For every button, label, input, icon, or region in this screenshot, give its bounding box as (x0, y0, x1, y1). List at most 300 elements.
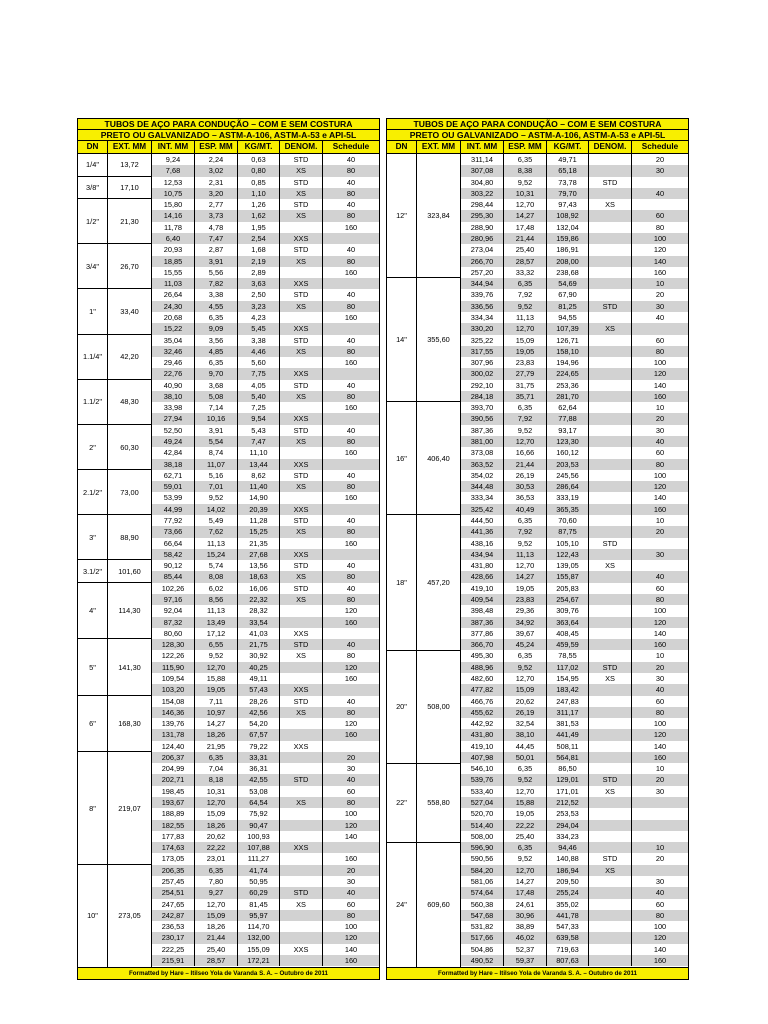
ext-column (417, 154, 461, 967)
int-mm-cell: 206,35 (152, 865, 195, 876)
int-mm-cell: 10,75 (152, 188, 195, 199)
kg-mt-cell: 2,89 (238, 267, 280, 278)
esp-mm-cell: 6,55 (195, 639, 238, 650)
kg-mt-cell: 253,53 (547, 808, 589, 819)
int-mm-cell: 188,89 (152, 808, 195, 819)
esp-mm-cell: 7,47 (195, 233, 238, 244)
kg-mt-cell: 16,06 (238, 583, 280, 594)
esp-mm-cell: 9,09 (195, 323, 238, 334)
esp-mm-cell: 25,40 (504, 244, 547, 255)
table-row (461, 741, 688, 752)
table-row (461, 865, 688, 876)
int-mm-cell: 77,92 (152, 515, 195, 526)
table-row (461, 639, 688, 650)
schedule-cell (632, 865, 688, 876)
int-mm-cell: 266,70 (461, 256, 504, 267)
denom-cell: XS (280, 571, 323, 582)
esp-mm-cell: 3,91 (195, 425, 238, 436)
ext-mm-cell: 42,20 (108, 335, 151, 380)
schedule-cell: 140 (344, 944, 358, 954)
esp-mm-cell: 5,56 (195, 267, 238, 278)
esp-mm-cell: 35,71 (504, 391, 547, 402)
schedule-cell: 80 (346, 798, 356, 808)
int-mm-cell: 303,22 (461, 188, 504, 199)
int-mm-cell: 520,70 (461, 808, 504, 819)
schedule-cell: 140 (653, 493, 667, 503)
header-kg: KG/MT. (238, 141, 280, 153)
int-mm-cell: 40,90 (152, 380, 195, 391)
kg-mt-cell: 90,47 (238, 820, 280, 831)
esp-mm-cell: 12,70 (504, 436, 547, 447)
esp-mm-cell: 21,95 (195, 741, 238, 752)
esp-mm-cell: 10,16 (195, 413, 238, 424)
int-mm-cell: 431,80 (461, 560, 504, 571)
esp-mm-cell: 20,62 (195, 831, 238, 842)
esp-mm-cell: 3,91 (195, 256, 238, 267)
denom-cell (589, 797, 632, 808)
ext-mm-cell: 60,30 (108, 425, 151, 470)
table-row (461, 932, 688, 943)
schedule-cell: 80 (346, 910, 356, 920)
esp-mm-cell: 16,66 (504, 447, 547, 458)
esp-mm-cell: 9,52 (504, 662, 547, 673)
schedule-cell: 120 (344, 933, 358, 943)
table-row (152, 413, 379, 424)
table-row (461, 696, 688, 707)
table-row (461, 391, 688, 402)
int-mm-cell: 409,54 (461, 594, 504, 605)
schedule-cell (323, 842, 379, 853)
dn-cell: 1.1/2" (78, 380, 107, 425)
schedule-cell: 60 (655, 448, 665, 458)
table-row (461, 323, 688, 334)
esp-mm-cell: 9,70 (195, 368, 238, 379)
table-row (152, 425, 379, 436)
ext-mm-cell: 558,80 (417, 764, 460, 843)
schedule-cell: 100 (653, 358, 667, 368)
schedule-cell: 100 (653, 233, 667, 243)
int-mm-cell: 517,66 (461, 932, 504, 943)
table-row (461, 425, 688, 436)
int-mm-cell: 26,64 (152, 289, 195, 300)
kg-mt-cell: 111,27 (238, 853, 280, 864)
dn-cell: 1.1/4" (78, 335, 107, 380)
kg-mt-cell: 564,81 (547, 752, 589, 763)
kg-mt-cell: 281,70 (547, 391, 589, 402)
int-mm-cell: 11,03 (152, 278, 195, 289)
kg-mt-cell: 54,20 (238, 718, 280, 729)
kg-mt-cell: 208,00 (547, 256, 589, 267)
denom-cell (280, 932, 323, 943)
int-mm-cell: 354,02 (461, 470, 504, 481)
schedule-cell: 120 (653, 482, 667, 492)
ext-column (108, 154, 152, 967)
denom-cell (280, 447, 323, 458)
denom-cell (589, 447, 632, 458)
schedule-cell: 160 (653, 640, 667, 650)
schedule-cell (632, 538, 688, 549)
schedule-cell (323, 278, 379, 289)
header-dn: DN (387, 141, 417, 153)
table-row (152, 244, 379, 255)
int-mm-cell: 24,30 (152, 301, 195, 312)
table-row (152, 718, 379, 729)
esp-mm-cell: 10,31 (195, 786, 238, 797)
denom-cell: XXS (280, 549, 323, 560)
int-mm-cell: 6,40 (152, 233, 195, 244)
denom-cell (280, 729, 323, 740)
esp-mm-cell: 22,22 (195, 842, 238, 853)
int-mm-cell: 44,99 (152, 504, 195, 515)
table-row (152, 932, 379, 943)
int-mm-cell: 20,68 (152, 312, 195, 323)
kg-mt-cell: 42,56 (238, 707, 280, 718)
esp-mm-cell: 3,56 (195, 335, 238, 346)
denom-cell (280, 763, 323, 774)
table-row (461, 368, 688, 379)
denom-cell: XS (280, 650, 323, 661)
denom-cell (589, 752, 632, 763)
denom-cell: XS (280, 188, 323, 199)
esp-mm-cell: 33,32 (504, 267, 547, 278)
table-row (152, 470, 379, 481)
esp-mm-cell: 8,38 (504, 165, 547, 176)
denom-cell (589, 887, 632, 898)
denom-cell: STD (280, 470, 323, 481)
int-mm-cell: 547,68 (461, 910, 504, 921)
int-mm-cell: 92,04 (152, 605, 195, 616)
schedule-cell: 20 (655, 414, 665, 424)
kg-mt-cell: 5,45 (238, 323, 280, 334)
int-mm-cell: 204,99 (152, 763, 195, 774)
esp-mm-cell: 4,78 (195, 222, 238, 233)
denom-cell (589, 470, 632, 481)
table-row (152, 808, 379, 819)
int-mm-cell: 344,48 (461, 481, 504, 492)
denom-cell (589, 831, 632, 842)
table-row (152, 752, 379, 763)
table-row (461, 729, 688, 740)
int-mm-cell: 206,37 (152, 752, 195, 763)
esp-mm-cell: 11,07 (195, 459, 238, 470)
table-row (152, 876, 379, 887)
int-mm-cell: 455,62 (461, 707, 504, 718)
schedule-cell (323, 628, 379, 639)
kg-mt-cell: 49,71 (547, 154, 589, 165)
denom-cell (280, 605, 323, 616)
esp-mm-cell: 9,52 (195, 650, 238, 661)
kg-mt-cell: 20,39 (238, 504, 280, 515)
int-mm-cell: 339,76 (461, 289, 504, 300)
int-mm-cell: 466,76 (461, 696, 504, 707)
table-row (461, 492, 688, 503)
kg-mt-cell: 5,60 (238, 357, 280, 368)
kg-mt-cell: 365,35 (547, 504, 589, 515)
schedule-cell: 60 (346, 899, 356, 909)
table-row (152, 233, 379, 244)
int-mm-cell: 128,30 (152, 639, 195, 650)
kg-mt-cell: 2,50 (238, 289, 280, 300)
esp-mm-cell: 40,49 (504, 504, 547, 515)
dn-cell: 20" (387, 651, 416, 764)
ext-mm-cell: 273,05 (118, 911, 141, 921)
esp-mm-cell: 5,08 (195, 391, 238, 402)
esp-mm-cell: 19,05 (195, 684, 238, 695)
table-row (461, 301, 688, 312)
denom-cell (280, 865, 323, 876)
esp-mm-cell: 30,96 (504, 910, 547, 921)
dn-cell: 8" (78, 752, 107, 865)
esp-mm-cell: 52,37 (504, 944, 547, 955)
dn-cell: 12" (387, 154, 416, 278)
kg-mt-cell: 155,87 (547, 571, 589, 582)
int-mm-cell: 14,16 (152, 210, 195, 221)
int-mm-cell: 53,99 (152, 492, 195, 503)
esp-mm-cell: 23,83 (504, 357, 547, 368)
schedule-cell: 120 (653, 245, 667, 255)
denom-cell: STD (280, 774, 323, 785)
denom-cell (280, 538, 323, 549)
table-row (152, 323, 379, 334)
denom-cell: XS (589, 199, 632, 210)
schedule-cell: 40 (655, 437, 665, 447)
esp-mm-cell: 38,89 (504, 921, 547, 932)
int-mm-cell: 317,55 (461, 346, 504, 357)
int-mm-cell: 381,00 (461, 436, 504, 447)
kg-mt-cell: 53,08 (238, 786, 280, 797)
denom-cell (589, 741, 632, 752)
table-row (461, 910, 688, 921)
schedule-cell: 30 (655, 301, 665, 311)
table-row (152, 391, 379, 402)
schedule-cell: 20 (655, 155, 665, 164)
denom-cell: XXS (280, 504, 323, 515)
schedule-cell: 160 (653, 267, 667, 277)
dn-cell: 2" (78, 425, 107, 470)
esp-mm-cell: 23,01 (195, 853, 238, 864)
ext-mm-cell: 457,20 (417, 515, 460, 650)
int-mm-cell: 42,84 (152, 447, 195, 458)
esp-mm-cell: 6,35 (195, 865, 238, 876)
int-mm-cell: 295,30 (461, 210, 504, 221)
denom-cell: XS (280, 346, 323, 357)
schedule-cell: 120 (653, 730, 667, 740)
table-row (152, 538, 379, 549)
schedule-cell: 80 (346, 211, 356, 221)
schedule-cell: 40 (346, 583, 356, 593)
table-body (387, 154, 688, 967)
table-row (461, 673, 688, 684)
kg-mt-cell: 21,35 (238, 538, 280, 549)
kg-mt-cell: 67,57 (238, 729, 280, 740)
int-mm-cell: 49,24 (152, 436, 195, 447)
denom-cell (589, 481, 632, 492)
table-row (152, 492, 379, 503)
esp-mm-cell: 15,88 (195, 673, 238, 684)
denom-cell: XS (589, 560, 632, 571)
int-mm-cell: 124,40 (152, 741, 195, 752)
denom-cell: STD (589, 177, 632, 188)
kg-mt-cell: 245,56 (547, 470, 589, 481)
dn-column (387, 154, 417, 967)
kg-mt-cell: 547,33 (547, 921, 589, 932)
kg-mt-cell: 94,55 (547, 312, 589, 323)
denom-cell: STD (280, 289, 323, 300)
kg-mt-cell: 54,69 (547, 278, 589, 289)
table-row (461, 526, 688, 537)
table-footer: Formatted by Hare – Itilseo Yola de Varanda S. A. – Outubro de 2011 (78, 967, 379, 979)
kg-mt-cell: 7,47 (238, 436, 280, 447)
schedule-cell: 140 (653, 380, 667, 390)
int-mm-cell: 387,36 (461, 425, 504, 436)
int-mm-cell: 419,10 (461, 741, 504, 752)
int-mm-cell: 182,55 (152, 820, 195, 831)
kg-mt-cell: 209,50 (547, 876, 589, 887)
table-row (152, 605, 379, 616)
table-row (152, 853, 379, 864)
kg-mt-cell: 4,23 (238, 312, 280, 323)
denom-cell (589, 289, 632, 300)
schedule-cell: 60 (655, 899, 665, 909)
kg-mt-cell: 159,86 (547, 233, 589, 244)
table-row (461, 278, 688, 289)
int-mm-cell: 533,40 (461, 786, 504, 797)
schedule-cell: 20 (655, 662, 665, 672)
table-row (152, 402, 379, 413)
table-row (461, 955, 688, 966)
table-row (461, 831, 688, 842)
kg-mt-cell: 158,10 (547, 346, 589, 357)
kg-mt-cell: 94,46 (547, 842, 589, 853)
schedule-cell: 30 (655, 549, 665, 559)
table-row (461, 605, 688, 616)
denom-cell: XS (589, 865, 632, 876)
kg-mt-cell: 203,53 (547, 459, 589, 470)
int-mm-cell: 488,96 (461, 662, 504, 673)
kg-mt-cell: 122,43 (547, 549, 589, 560)
kg-mt-cell: 255,24 (547, 887, 589, 898)
kg-mt-cell: 408,45 (547, 628, 589, 639)
kg-mt-cell: 108,92 (547, 210, 589, 221)
esp-mm-cell: 50,01 (504, 752, 547, 763)
header-dn: DN (78, 141, 108, 153)
denom-cell (589, 256, 632, 267)
denom-cell: XS (280, 526, 323, 537)
int-mm-cell: 333,34 (461, 492, 504, 503)
table-row (461, 538, 688, 549)
table-row (152, 560, 379, 571)
denom-cell (280, 662, 323, 673)
schedule-cell (323, 504, 379, 515)
schedule-cell: 160 (344, 403, 358, 413)
ext-mm-cell: 73,00 (108, 470, 151, 515)
esp-mm-cell: 7,04 (195, 763, 238, 774)
esp-mm-cell: 11,13 (195, 605, 238, 616)
denom-cell (589, 492, 632, 503)
ext-mm-cell: 114,30 (108, 583, 151, 639)
ext-mm-cell: 609,60 (427, 900, 450, 910)
esp-mm-cell: 27,79 (504, 368, 547, 379)
esp-mm-cell: 28,57 (195, 955, 238, 966)
denom-cell (589, 459, 632, 470)
table-row (152, 312, 379, 323)
esp-mm-cell: 7,92 (504, 526, 547, 537)
schedule-cell: 140 (344, 831, 358, 841)
table-row (461, 256, 688, 267)
esp-mm-cell: 21,44 (504, 459, 547, 470)
kg-mt-cell: 183,42 (547, 684, 589, 695)
int-mm-cell: 584,20 (461, 865, 504, 876)
table-row (461, 199, 688, 210)
denom-cell: XS (280, 210, 323, 221)
kg-mt-cell: 28,32 (238, 605, 280, 616)
denom-cell (589, 955, 632, 966)
kg-mt-cell: 41,74 (238, 865, 280, 876)
schedule-cell (632, 560, 688, 571)
schedule-cell: 30 (655, 786, 665, 796)
kg-mt-cell: 126,71 (547, 335, 589, 346)
denom-cell (589, 549, 632, 560)
table-row (152, 831, 379, 842)
esp-mm-cell: 9,52 (504, 538, 547, 549)
denom-cell (280, 312, 323, 323)
table-row (152, 549, 379, 560)
table-row (461, 707, 688, 718)
table-row (152, 594, 379, 605)
table-row (152, 368, 379, 379)
table-row (461, 594, 688, 605)
schedule-cell: 160 (344, 955, 358, 965)
kg-mt-cell: 1,26 (238, 199, 280, 210)
schedule-cell: 80 (655, 707, 665, 717)
esp-mm-cell: 8,08 (195, 571, 238, 582)
schedule-cell: 10 (655, 403, 665, 413)
schedule-cell: 140 (653, 256, 667, 266)
denom-cell (589, 357, 632, 368)
esp-mm-cell: 15,24 (195, 549, 238, 560)
esp-mm-cell: 12,70 (504, 323, 547, 334)
int-mm-cell: 177,83 (152, 831, 195, 842)
denom-cell (589, 639, 632, 650)
kg-mt-cell: 1,95 (238, 222, 280, 233)
denom-cell: XS (280, 481, 323, 492)
dn-cell: 24" (396, 900, 407, 910)
denom-cell (280, 267, 323, 278)
denom-cell (589, 425, 632, 436)
ext-mm-cell: 21,30 (108, 199, 151, 244)
table-row (461, 628, 688, 639)
kg-mt-cell: 205,83 (547, 583, 589, 594)
int-mm-cell: 230,17 (152, 932, 195, 943)
table-row (152, 188, 379, 199)
kg-mt-cell: 22,32 (238, 594, 280, 605)
kg-mt-cell: 42,55 (238, 774, 280, 785)
table-row (461, 154, 688, 165)
int-mm-cell: 109,54 (152, 673, 195, 684)
esp-mm-cell: 11,13 (504, 549, 547, 560)
table-row (152, 741, 379, 752)
int-mm-cell: 387,36 (461, 617, 504, 628)
table-row (152, 301, 379, 312)
table-row (152, 617, 379, 628)
esp-mm-cell: 14,27 (195, 718, 238, 729)
schedule-cell: 160 (344, 730, 358, 740)
schedule-cell (632, 323, 688, 334)
schedule-cell (323, 549, 379, 560)
schedule-cell (632, 820, 688, 831)
denom-cell (280, 752, 323, 763)
esp-mm-cell: 12,70 (195, 899, 238, 910)
